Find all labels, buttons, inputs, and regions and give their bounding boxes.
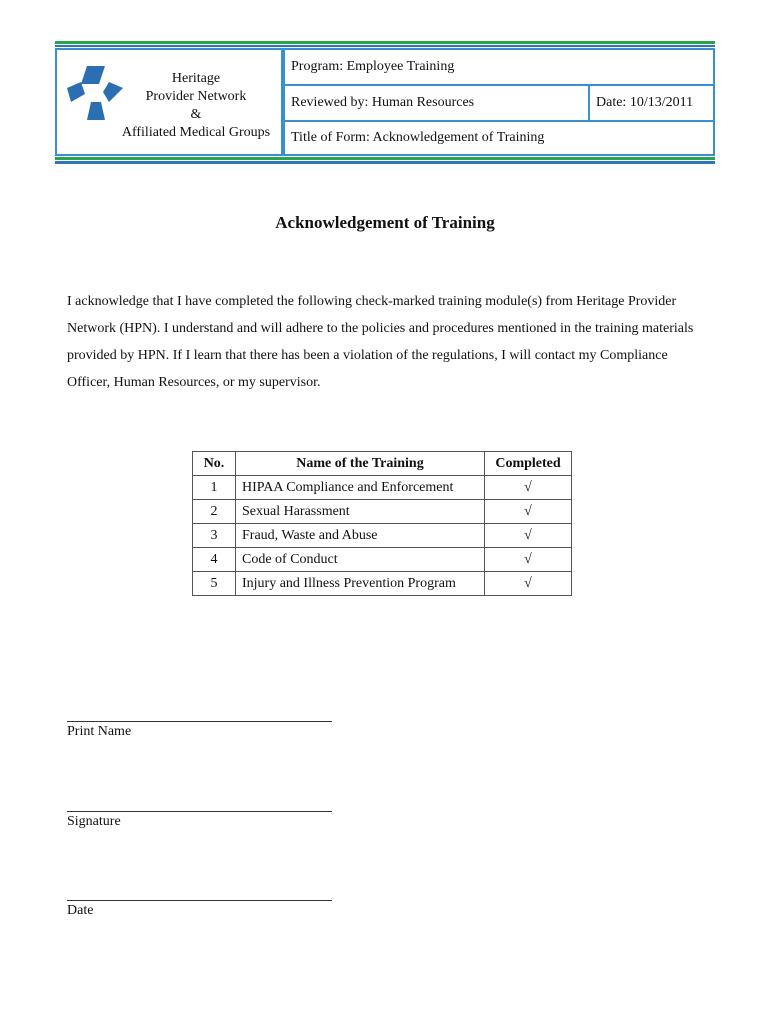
completed-check: √ <box>485 500 572 524</box>
completed-check: √ <box>485 524 572 548</box>
org-line: Heritage <box>171 71 221 86</box>
header-green-rule-bottom <box>55 157 715 160</box>
training-name: Code of Conduct <box>236 548 485 572</box>
table-row <box>193 476 572 500</box>
signature-line[interactable] <box>67 811 332 812</box>
completed-check: √ <box>485 548 572 572</box>
table-row <box>193 548 572 572</box>
print-name-line[interactable] <box>67 721 332 722</box>
completed-check: √ <box>485 572 572 596</box>
training-name: Sexual Harassment <box>236 500 485 524</box>
training-name: Injury and Illness Prevention Program <box>236 572 485 596</box>
header-green-rule-top <box>55 41 715 44</box>
row-number: 2 <box>193 500 236 524</box>
completed-check: √ <box>485 476 572 500</box>
column-header-name: Name of the Training <box>236 452 485 476</box>
form-header <box>55 48 715 156</box>
org-line: & <box>190 107 202 122</box>
row-number: 5 <box>193 572 236 596</box>
date-label: Date <box>67 903 94 918</box>
table-header-row <box>193 452 572 476</box>
signature-label: Signature <box>67 814 121 829</box>
form-title-cell: Title of Form: Acknowledgement of Training <box>283 120 715 156</box>
training-table <box>192 451 572 596</box>
org-line: Affiliated Medical Groups <box>121 125 271 140</box>
acknowledgement-paragraph: I acknowledge that I have completed the following check-marked training module(s) from Heritage Provider Network (HPN). I understand and will adhere to the policies and procedures mentioned in the training materials provided by HPN. If I learn that there has been a violation of the regulations, I will contact my Compliance Officer, Human Resources, or my supervisor. <box>67 294 694 390</box>
org-line: Provider Network <box>145 89 247 104</box>
column-header-completed: Completed <box>485 452 572 476</box>
header-blue-rule-top <box>55 45 715 47</box>
document-title: Acknowledgement of Training <box>275 213 495 232</box>
organization-name <box>107 70 285 142</box>
organization-cell <box>55 48 283 156</box>
date-line[interactable] <box>67 900 332 901</box>
column-header-no: No. <box>193 452 236 476</box>
date-cell: Date: 10/13/2011 <box>588 84 715 122</box>
table-row <box>193 524 572 548</box>
training-name: HIPAA Compliance and Enforcement <box>236 476 485 500</box>
training-name: Fraud, Waste and Abuse <box>236 524 485 548</box>
row-number: 1 <box>193 476 236 500</box>
reviewed-by-cell: Reviewed by: Human Resources <box>283 84 590 122</box>
program-cell: Program: Employee Training <box>283 48 715 86</box>
table-row <box>193 572 572 596</box>
header-blue-rule-bottom <box>55 161 715 164</box>
print-name-label: Print Name <box>67 724 132 739</box>
table-row <box>193 500 572 524</box>
row-number: 4 <box>193 548 236 572</box>
row-number: 3 <box>193 524 236 548</box>
